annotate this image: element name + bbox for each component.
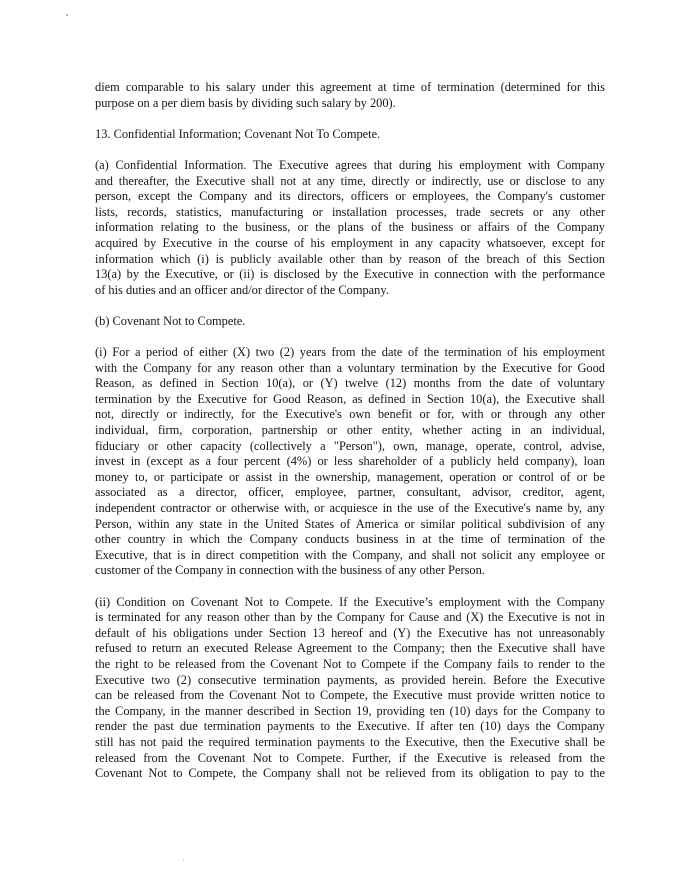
text-line: the Company, in the manner described in Section 19, providing ten (10) days for the Company to xyxy=(95,703,605,718)
text-line: render the past due termination payments to the Executive. If after ten (10) days the Company xyxy=(95,719,605,734)
text-line: still has not paid the required termination payments to the Executive, then the Executive shall be xyxy=(95,734,605,749)
text-line: termination by the Executive for Good Reason, as defined in Section 10(a), the Executive shall xyxy=(95,391,605,406)
text-line: information which (i) is publicly available other than by reason of the breach of this Section xyxy=(95,251,605,266)
text-line: customer of the Company in connection with the business of any other Person. xyxy=(95,563,485,578)
text-line: of his duties and an officer and/or director of the Company. xyxy=(95,282,389,297)
text-line: Covenant Not to Compete, the Company shall not be relieved from its obligation to pay to the xyxy=(95,766,605,781)
text-line: individual, firm, corporation, partnership or other entity, whether acting in an individual, xyxy=(95,423,605,438)
text-line: independent contractor or otherwise with, or acquiesce in the use of the Executive's name by, any xyxy=(95,501,605,516)
scan-speck xyxy=(66,14,68,16)
text-line: released from the Covenant Not to Compete. Further, if the Executive is released from the xyxy=(95,750,605,765)
text-line: invest in (except as a four percent (4%) or less shareholder of a publicly held company), loan xyxy=(95,454,605,469)
text-line: (i) For a period of either (X) two (2) years from the date of the termination of his employment xyxy=(95,345,605,360)
text-line: 13. Confidential Information; Covenant Not To Compete. xyxy=(95,126,381,141)
text-line: other country in which the Company conducts business in at the time of termination of the xyxy=(95,532,605,547)
text-line: diem comparable to his salary under this agreement at time of termination (determined for this xyxy=(95,80,605,94)
text-line: 13(a) by the Executive, or (ii) is disclosed by the Executive in connection with the performance xyxy=(95,267,605,282)
text-line: acquired by Executive in the course of his employment in any capacity whatsoever, except for xyxy=(95,235,605,250)
text-line: is terminated for any reason other than by the Company for Cause and (X) the Executive is not in xyxy=(95,610,605,625)
text-line: (ii) Condition on Covenant Not to Compete. If the Executive’s employment with the Company xyxy=(95,594,605,609)
scan-speck xyxy=(183,860,184,861)
text-line: (b) Covenant Not to Compete. xyxy=(95,313,246,328)
paragraph-confidential-information xyxy=(95,158,605,298)
section-heading-13b xyxy=(95,314,605,330)
text-line: money to, or participate or assist in the ownership, management, operation or control of or be xyxy=(95,469,605,484)
text-line: person, except the Company and its directors, officers or employees, the Company's customer xyxy=(95,189,605,204)
text-line: lists, records, statistics, manufacturing or installation processes, trade secrets or any other xyxy=(95,204,605,219)
text-line: Executive, that is in direct competition with the Company, and shall not solicit any employee or xyxy=(95,547,605,562)
text-line: default of his obligations under Section 13 hereof and (Y) the Executive has not unreasonably xyxy=(95,625,605,640)
text-line: (a) Confidential Information. The Executive agrees that during his employment with Company xyxy=(95,157,605,172)
text-line: fiduciary or other capacity (collectively a "Person"), own, manage, operate, control, advise, xyxy=(95,438,605,453)
text-line: Reason, as defined in Section 10(a), or (Y) twelve (12) months from the date of voluntary xyxy=(95,376,605,391)
text-line: information relating to the business, or the plans of the business or affairs of the Company xyxy=(95,220,605,235)
text-line: refused to return an executed Release Agreement to the Company; then the Executive shall have xyxy=(95,641,605,656)
paragraph-condition-on-covenant xyxy=(95,595,605,782)
text-line: associated as a director, officer, employee, partner, consultant, advisor, creditor, agent, xyxy=(95,485,605,500)
text-line: Person, within any state in the United States of America or similar political subdivision of any xyxy=(95,516,605,531)
text-line: and thereafter, the Executive shall not at any time, directly or indirectly, use or disclose to any xyxy=(95,173,605,188)
paragraph-continuation xyxy=(95,80,605,111)
document-body xyxy=(95,80,605,797)
text-line: the right to be released from the Covenant Not to Compete if the Company fails to render to the xyxy=(95,656,605,671)
paragraph-covenant-not-to-compete xyxy=(95,345,605,579)
text-line: purpose on a per diem basis by dividing such salary by 200). xyxy=(95,95,396,110)
section-heading-13 xyxy=(95,127,605,143)
text-line: with the Company for any reason other than a voluntary termination by the Executive for Good xyxy=(95,360,605,375)
text-line: not, directly or indirectly, for the Executive's own benefit or for, with or through any other xyxy=(95,407,605,422)
text-line: can be released from the Covenant Not to Compete, the Executive must provide written notice to xyxy=(95,688,605,703)
text-line: Executive two (2) consecutive termination payments, as provided herein. Before the Executive xyxy=(95,672,605,687)
